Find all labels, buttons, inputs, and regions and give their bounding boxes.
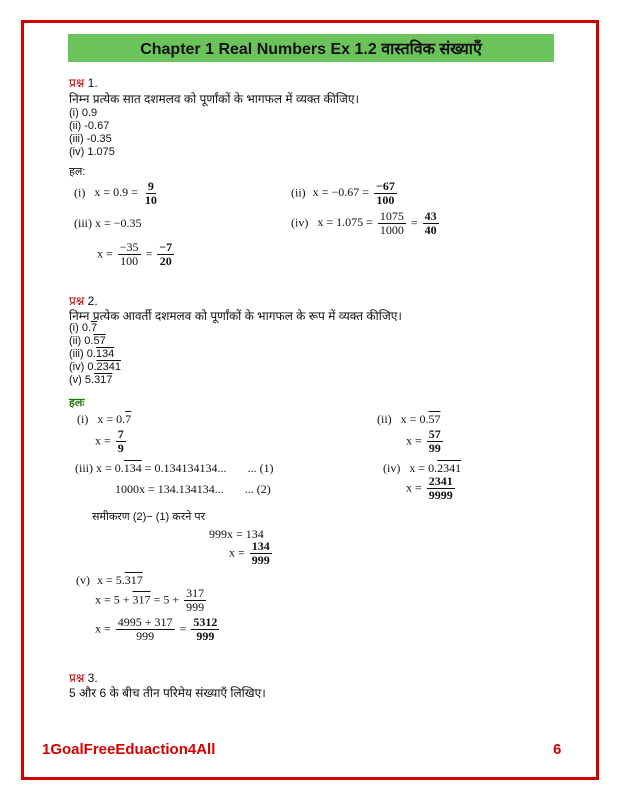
question-number: 2. [87,294,98,308]
footer-brand: 1GoalFreeEduaction4All [42,741,216,758]
part-label: (iv) [291,215,309,230]
option: (ii) -0.67 [69,120,110,132]
option: (v) 5.317 [69,374,113,386]
q1-solution-iii-step [97,241,176,268]
option: (i) 0.7 [69,322,98,334]
equals: = [145,246,153,261]
solution-label: हल: [69,166,86,178]
q1-solution-ii [291,180,399,207]
equation-lhs: x = [97,246,113,261]
page-number: 6 [553,741,562,758]
q2-subtract-note: समीकरण (2)− (1) करने पर [92,511,206,523]
option: (ii) 0.57 [69,335,106,347]
question-number: 1. [87,76,98,90]
q2-solution-v: (v) x = 5.317 [76,573,143,587]
q1-solution-iv [291,210,441,237]
q2-solution-v-line3: x = $\frac{4995 + 317}{999}$ = $\frac{5312}{999}$ [95,615,218,643]
fraction: $\frac{1075}{1000}$ [379,209,404,237]
option: (i) 0.9 [69,107,98,119]
question-3-statement: 5 और 6 के बीच तीन परिमेय संख्याएँ लिखिए। [69,686,266,700]
q2-solution-i: (i) x = 0.7 [77,412,132,426]
question-1-heading [69,74,98,91]
q2-solution-i-result: x = $\frac{7}{9}$ [95,427,124,455]
equation-lhs: x = −0.35 [95,216,142,230]
fraction: $\frac{-67}{100}$ [375,179,395,207]
question-number: 3. [87,671,98,685]
fraction: $\frac{43}{40}$ [424,209,437,237]
equals: = [410,215,418,230]
fraction: $\frac{9}{10}$ [144,179,157,207]
option: (iii) 0.134 [69,348,115,360]
q2-solution-iii-line2: 1000x = 134.134134... ... (2) [115,482,271,496]
equation-lhs: x = 0.9 = [94,185,138,200]
part-label: (iii) [74,216,92,230]
q2-solution-v-line2: x = 5 + 317 = 5 + $\frac{317}{999}$ [95,586,205,614]
question-1-options [69,107,115,159]
question-label: प्रश्न [69,294,85,308]
question-2-options [69,322,121,387]
part-label: (ii) [291,185,306,200]
equation-lhs: x = 1.075 = [317,215,373,230]
question-label: प्रश्न [69,671,85,685]
q1-solution-i [74,180,161,207]
q2-eq-line1: 999x = 134 [209,527,264,541]
option: (iv) 0.2341 [69,361,121,373]
chapter-title-banner [68,34,554,62]
q2-solution-ii: (ii) x = 0.57 [377,412,441,426]
fraction: $\frac{-35}{100}$ [119,240,139,268]
question-1-statement: निम्न प्रत्येक सात दशमलव को पूर्णांकों के भागफल में व्यक्त कीजिए। [69,92,360,106]
question-2-statement: निम्न प्रत्येक आवर्ती दशमलव को पूर्णांकों के भागफल के रूप में व्यक्त कीजिए। [69,309,402,323]
part-label: (i) [74,185,86,200]
equation-lhs: x = −0.67 = [312,185,369,200]
question-label: प्रश्न [69,76,85,90]
fraction: $\frac{-7}{20}$ [159,240,173,268]
option: (iv) 1.075 [69,146,115,158]
chapter-title: Chapter 1 Real Numbers Ex 1.2 वास्तविक संख्याएँ [140,41,482,58]
q2-solution-iv: (iv) x = 0.2341 [383,461,462,475]
option: (iii) -0.35 [69,133,112,145]
q2-eq-result: x = $\frac{134}{999}$ [229,539,270,567]
solution-label: हलः [69,397,85,409]
q2-solution-iv-result: x = $\frac{2341}{9999}$ [406,474,453,502]
q2-solution-iii: (iii) x = 0.134 = 0.134134134... ... (1) [75,461,274,475]
q1-solution-iii [74,216,142,231]
q2-solution-ii-result: x = $\frac{57}{99}$ [406,427,441,455]
